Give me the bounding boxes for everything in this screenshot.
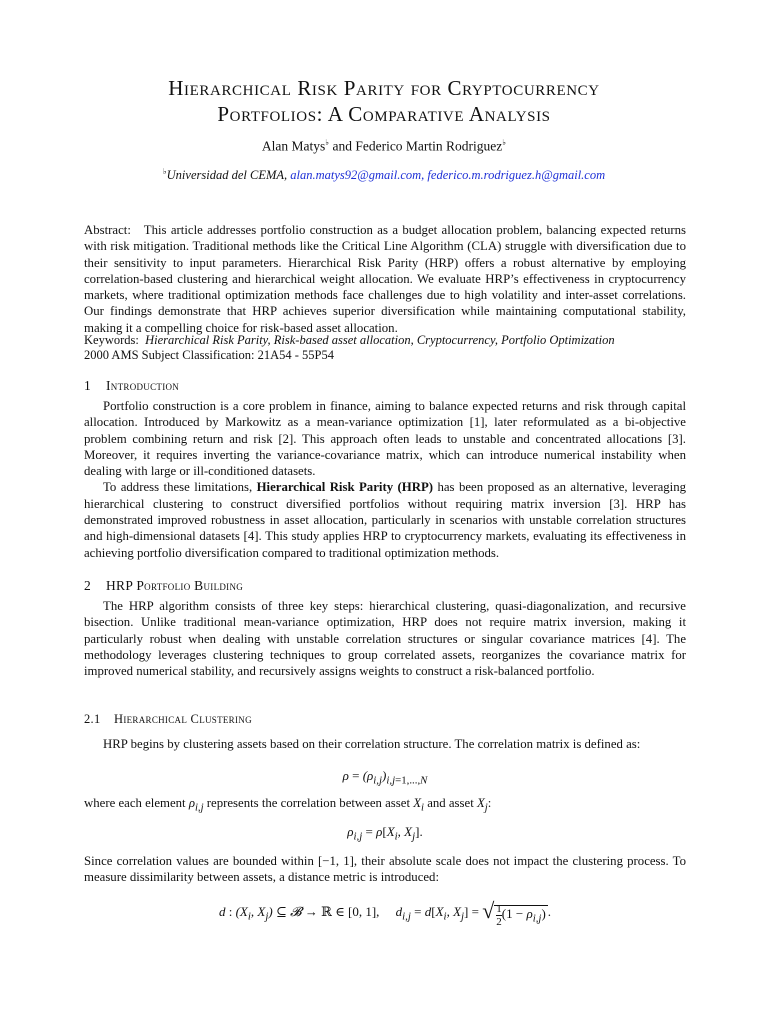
abstract [84,222,686,336]
section-1-title: Introduction [106,378,180,393]
section-1-paragraph-2 [84,479,686,560]
subsection-2-1-heading [84,712,252,727]
section-1-body [84,398,686,561]
subsection-2-1-number: 2.1 [84,712,101,726]
affiliation-mark: ♭ [162,167,167,176]
equation-correlation-matrix: $\rho = (\rho_{i,j})_{i,j=1,...,N}$ [342,768,428,787]
author-1: Alan Matys [261,138,326,154]
section-1-paragraph-1: Portfolio construction is a core problem in finance, aiming to balance expected returns and risk through capital allocation. Introduced by Markowitz as a mean-variance optimization [1], later reformulated as a bi-objective problem combining return and risk [2]. This approach often leads to unstable and concentrated allocations [3]. Moreover, it requires inverting the variance-covariance matrix, which can introduce numerical instability when dealing with large or ill-conditioned datasets. [84,399,686,479]
section-2-body [84,598,686,679]
p2-text-c: and asset [424,796,477,810]
ams-classification: 2000 AMS Subject Classification: 21A54 - 55P54 [84,348,334,362]
paper-title [84,75,684,127]
section-2-number: 2 [84,578,92,593]
subsection-2-1-p3-text: Since correlation values are bounded within [−1, 1], their absolute scale does not impact the clustering process. To measure dissimilarity between assets, a distance metric is introduced: [84,854,686,885]
section-2-title: HRP Portfolio Building [106,578,244,593]
section-1-p2-post: has been proposed as an alternative, leveraging hierarchical clustering to construct diversified portfolios without requiring matrix inversion [3]. HRP has demonstrated improved robustness in asset allocation, particularly in scenarios with unstable correlation structures and high-dimensional datasets [4]. This study applies HRP to cryptocurrency markets, evaluating its effectiveness in achieving portfolio diversification compared to traditional optimization methods. [84,480,687,560]
equation-distance-metric: d : ($X_i$, $X_j$) ⊆ 𝓑 → ℝ ∈ [0, 1], $d_{i,j} = d[X_i$, $X_j$] = √ $\frac{1}{2}$ $(1 - \rho_{i,j})$ . [218,898,552,928]
keywords-text: Hierarchical Risk Parity, Risk-based asset allocation, Cryptocurrency, Portfolio Optimization [145,333,615,347]
author-separator: and [329,138,356,154]
sqrt-expression: √ $\frac{1}{2}$ $(1 - \rho_{i,j})$ [482,898,546,928]
section-1-heading [84,378,179,394]
p2-text-b: represents the correlation between asset [203,796,414,810]
title-line-2: Portfolios: A Comparative Analysis [217,102,551,126]
subsection-2-1-paragraph-2: where each element $\rho_{i,j}$ represents the correlation between asset $X_i$ and asset $X_j$: [84,796,492,814]
subsection-2-1-p1-text: HRP begins by clustering assets based on their correlation structure. The correlation matrix is defined as: [103,737,641,751]
abstract-label: Abstract: [84,223,131,237]
affiliation [84,167,684,183]
section-1-p2-bold: Hierarchical Risk Parity (HRP) [256,480,434,495]
author-1-mark: ♭ [325,138,330,147]
keywords [84,333,686,363]
author-2-mark: ♭ [502,138,507,147]
author-2: Federico Martin Rodriguez [355,138,503,154]
affiliation-emails[interactable]: alan.matys92@gmail.com, federico.m.rodriguez.h@gmail.com [290,168,606,183]
abstract-text: This article addresses portfolio construction as a budget allocation problem, balancing expected returns with risk mitigation. Traditional methods like the Critical Line Algorithm (CLA) struggle with diversification due to their sensitivity to input parameters. Hierarchical Risk Parity (HRP) offers a robust alternative by employing correlation-based clustering and hierarchical weight allocation. We evaluate HRP’s effectiveness in cryptocurrency markets, where traditional optimization methods face challenges due to high volatility and inter-asset correlations. Our findings demonstrate that HRP achieves superior diversification while maintaining computational stability, making it a compelling choice for risk-based asset allocation. [84,223,686,335]
section-2-paragraph-1: The HRP algorithm consists of three key steps: hierarchical clustering, quasi-diagonalization, and recursive bisection. Unlike traditional mean-variance optimization, HRP does not require matrix inversion, making it particularly robust when dealing with unstable correlation structures or singular covariance matrices [4]. The methodology leverages clustering techniques to group correlated assets, reorganizes the covariance matrix for improved numerical stability, and recursively assigns weights to construct a risk-balanced portfolio. [84,599,686,679]
affiliation-institution: Universidad del CEMA, [166,168,291,183]
keywords-label: Keywords: [84,333,139,347]
section-1-p2-pre: To address these limitations, [103,480,257,495]
subsection-2-1-paragraph-3 [84,853,686,886]
subsection-2-1-paragraph-1 [84,736,686,752]
authors [84,138,684,155]
p2-text-a: where each element [84,796,189,810]
section-2-heading [84,578,243,594]
equation-correlation-element: $\rho_{i,j} = \rho[X_i$, $X_j$]. [347,824,423,843]
section-1-number: 1 [84,378,92,393]
title-line-1: Hierarchical Risk Parity for Cryptocurrency [168,76,600,100]
subsection-2-1-title: Hierarchical Clustering [114,712,252,726]
